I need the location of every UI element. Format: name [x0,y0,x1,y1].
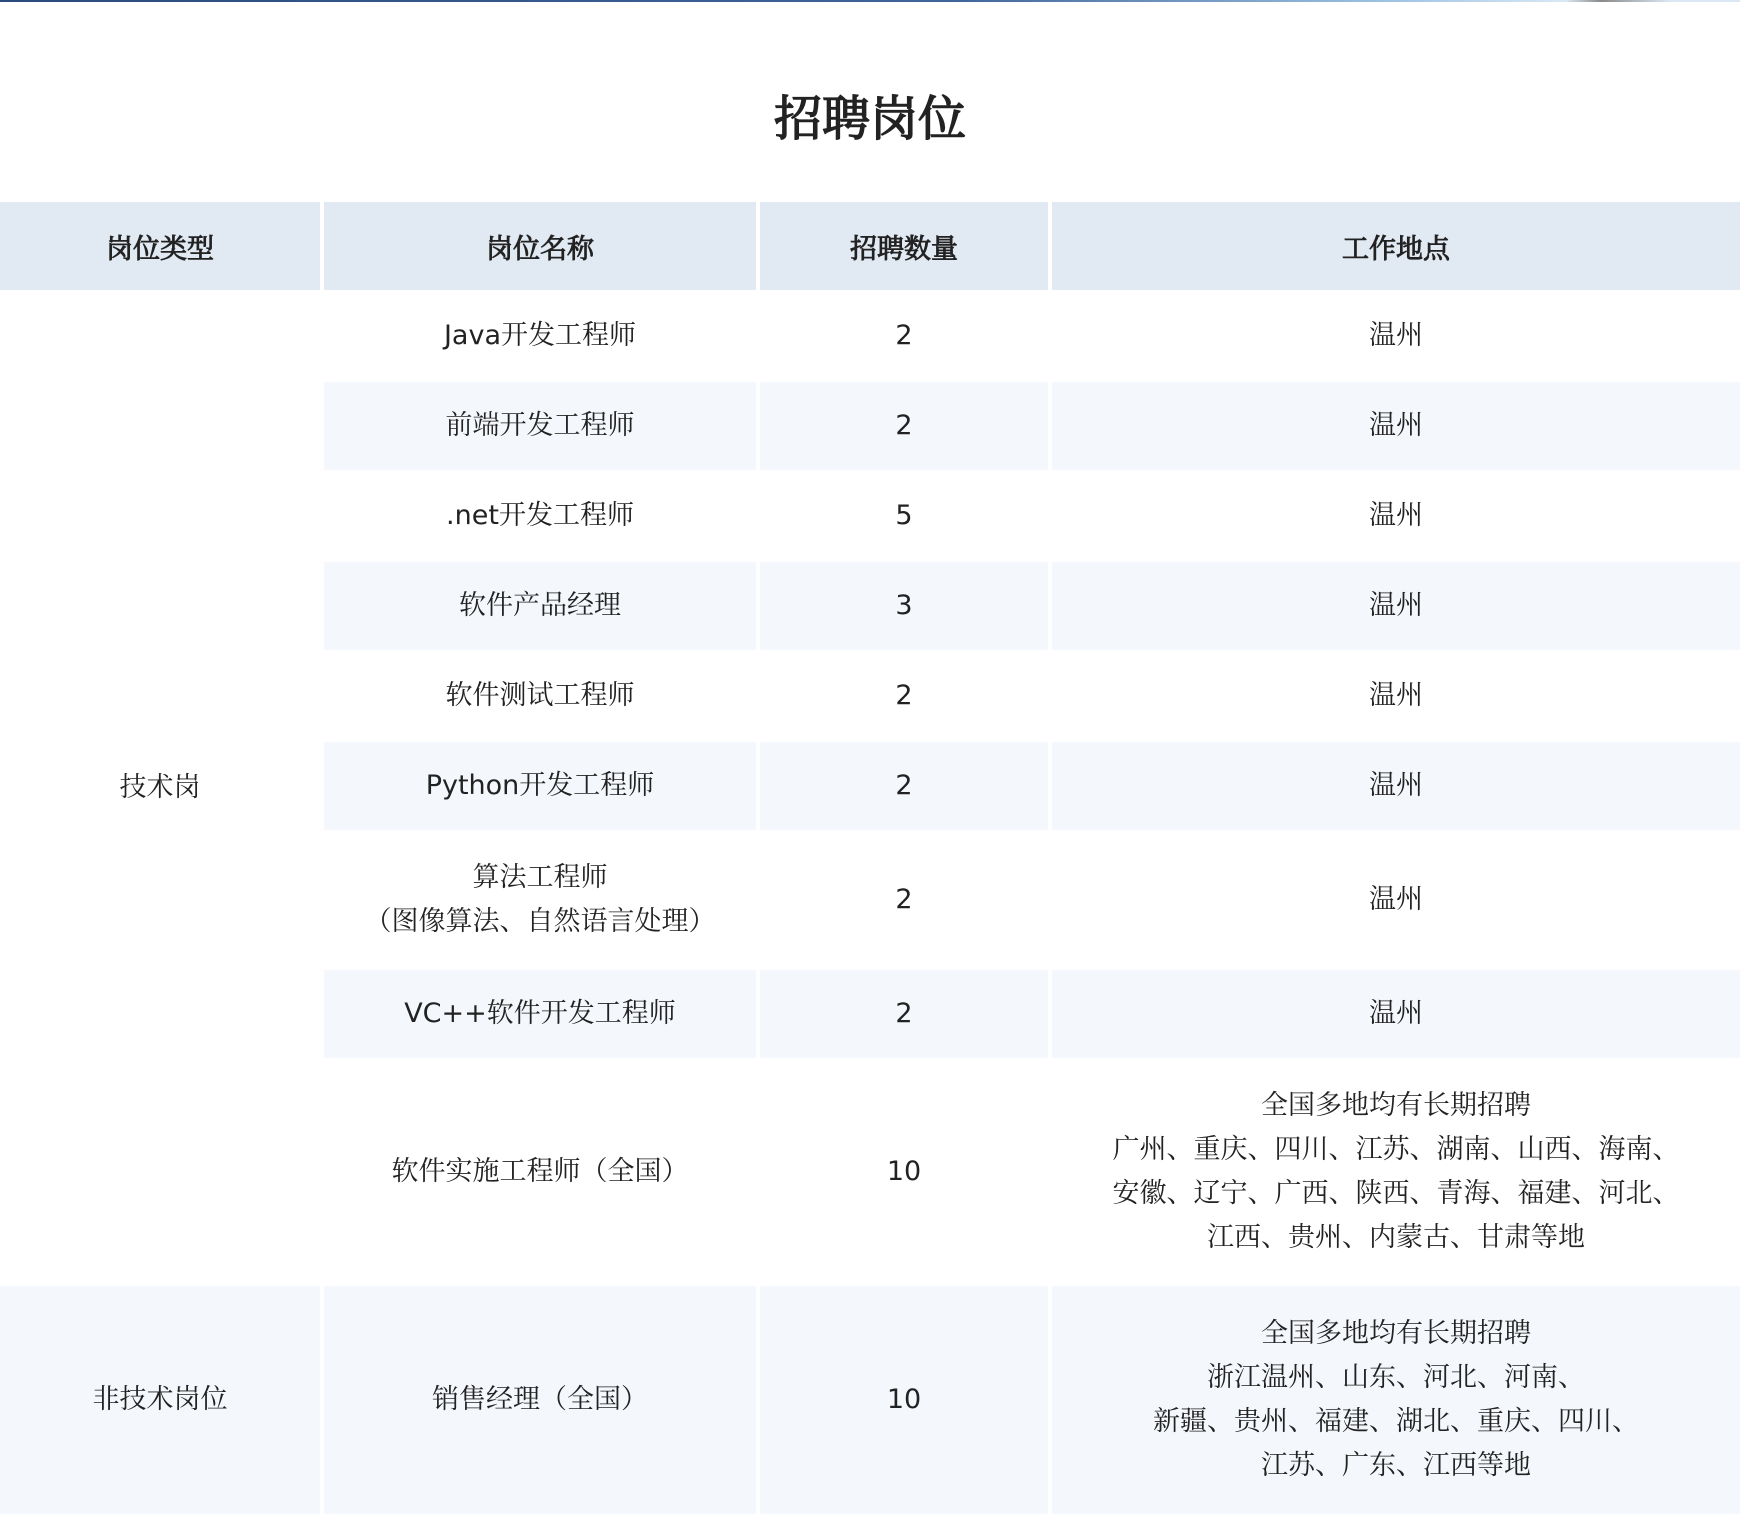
position-name: .net开发工程师 [324,470,760,562]
position-location: 温州 [1052,650,1740,742]
position-count: 10 [760,1286,1052,1514]
position-count: 2 [760,970,1052,1058]
position-name: VC++软件开发工程师 [324,970,760,1058]
position-name: 软件测试工程师 [324,650,760,742]
position-location: 温州 [1052,742,1740,830]
position-count: 2 [760,382,1052,470]
position-count: 2 [760,290,1052,382]
position-name: Java开发工程师 [324,290,760,382]
position-name: 算法工程师 （图像算法、自然语言处理） [324,830,760,970]
position-location: 全国多地均有长期招聘 广州、重庆、四川、江苏、湖南、山西、海南、 安徽、辽宁、广西、陕西、青海、福建、河北、 江西、贵州、内蒙古、甘肃等地 [1052,1058,1740,1286]
position-count: 2 [760,742,1052,830]
position-location: 温州 [1052,970,1740,1058]
header-location: 工作地点 [1052,202,1740,290]
position-name: 销售经理（全国） [324,1286,760,1514]
position-name: 软件实施工程师（全国） [324,1058,760,1286]
position-count: 10 [760,1058,1052,1286]
position-count: 2 [760,650,1052,742]
position-name: 软件产品经理 [324,562,760,650]
table-row [0,290,1740,382]
position-name: Python开发工程师 [324,742,760,830]
category-cell: 技术岗 [0,290,324,1286]
top-accent-bar [0,0,1740,2]
category-cell: 非技术岗位 [0,1286,324,1514]
position-location: 全国多地均有长期招聘 浙江温州、山东、河北、河南、 新疆、贵州、福建、湖北、重庆、四川、 江苏、广东、江西等地 [1052,1286,1740,1514]
position-location: 温州 [1052,830,1740,970]
jobs-table [0,202,1740,1514]
position-location: 温州 [1052,290,1740,382]
header-position-name: 岗位名称 [324,202,760,290]
position-count: 5 [760,470,1052,562]
position-name: 前端开发工程师 [324,382,760,470]
page-title: 招聘岗位 [773,91,966,147]
position-count: 2 [760,830,1052,970]
header-count: 招聘数量 [760,202,1052,290]
position-location: 温州 [1052,470,1740,562]
header-category: 岗位类型 [0,202,324,290]
position-location: 温州 [1052,562,1740,650]
position-location: 温州 [1052,382,1740,470]
position-count: 3 [760,562,1052,650]
table-header-row [0,202,1740,290]
table-row [0,1286,1740,1514]
